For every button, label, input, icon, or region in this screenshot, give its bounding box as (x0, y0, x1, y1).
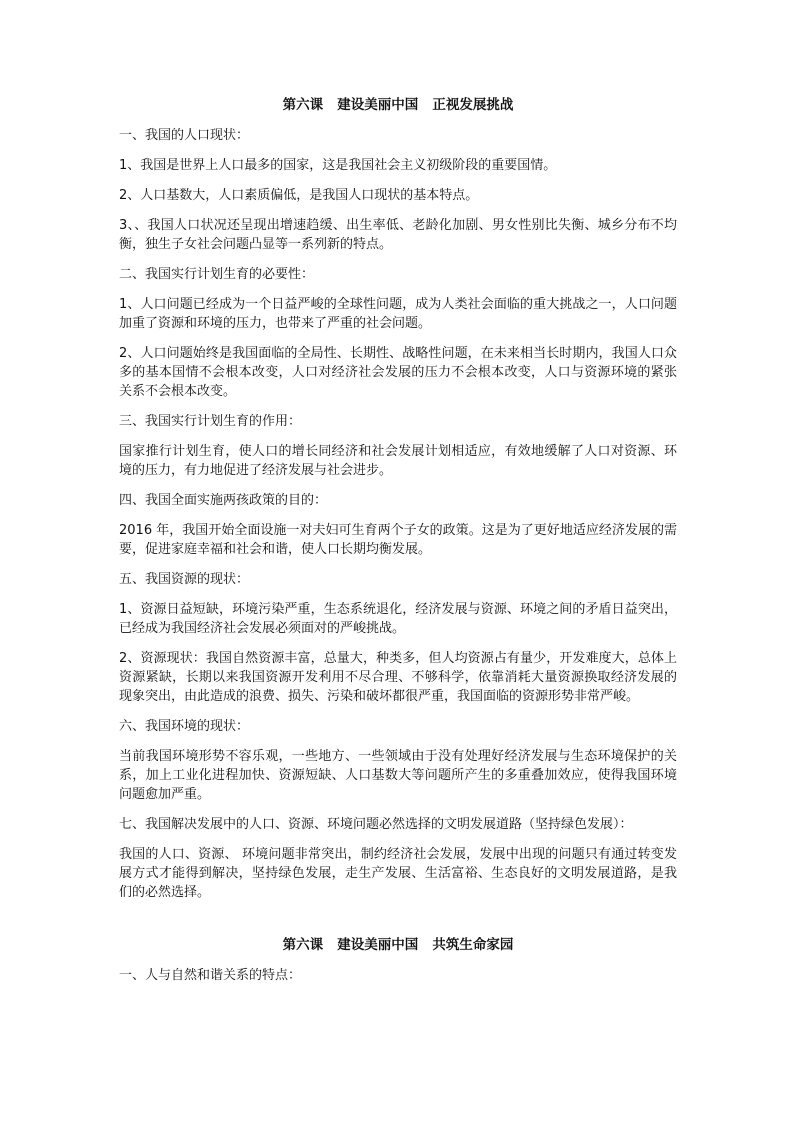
heading-population-status: 一、我国的人口现状： (119, 128, 250, 143)
heading-two-child-policy: 四、我国全面实施两孩政策的目的： (119, 493, 328, 508)
paragraph: 3、、我国人口状况还呈现出增速趋缓、出生率低、老龄化加剧、男女性别比失衡、城乡分布不均衡，独生子女社会问题凸显等一系列新的特点。 (119, 218, 677, 252)
paragraph: 1、我国是世界上人口最多的国家，这是我国社会主义初级阶段的重要国情。 (119, 158, 557, 173)
document-page (119, 96, 677, 996)
paragraph: 2、人口问题始终是我国面临的全局性、长期性、战略性问题，在未来相当长时期内，我国人口众多的基本国情不会根本改变，人口对经济社会发展的压力不会根本改变，人口与资源环境的紧张关系不会根本改变。 (119, 346, 677, 399)
heading-resource-status: 五、我国资源的现状： (119, 572, 250, 587)
paragraph: 我国的人口、资源、 环境问题非常突出，制约经济社会发展，发展中出现的问题只有通过转变发展方式才能得到解决，坚持绿色发展，走生产发展、生活富裕、生态良好的文明发展道路，是我们的必然选择。 (119, 847, 677, 900)
paragraph: 2016 年，我国开始全面设施一对夫妇可生育两个子女的政策。这是为了更好地适应经济发展的需要，促进家庭幸福和社会和谐，使人口长期均衡发展。 (119, 523, 677, 557)
paragraph: 国家推行计划生育，使人口的增长同经济和社会发展计划相适应，有效地缓解了人口对资源、环境的压力，有力地促进了经济发展与社会进步。 (119, 444, 677, 478)
heading-environment-status: 六、我国环境的现状： (119, 719, 250, 734)
paragraph: 1、资源日益短缺，环境污染严重，生态系统退化，经济发展与资源、环境之间的矛盾日益突出，已经成为我国经济社会发展必须面对的严峻挑战。 (119, 602, 677, 636)
heading-harmony-features: 一、人与自然和谐关系的特点： (119, 968, 302, 983)
paragraph: 当前我国环境形势不容乐观，一些地方、一些领域由于没有处理好经济发展与生态环境保护的关系，加上工业化进程加快、资源短缺、人口基数大等问题所产生的多重叠加效应，使得我国环境问题愈加严重。 (119, 749, 677, 802)
paragraph: 2、人口基数大，人口素质偏低，是我国人口现状的基本特点。 (119, 188, 479, 203)
paragraph: 1、人口问题已经成为一个日益严峻的全球性问题，成为人类社会面临的重大挑战之一，人口问题加重了资源和环境的压力，也带来了严重的社会问题。 (119, 297, 677, 331)
heading-family-planning-necessity: 二、我国实行计划生育的必要性： (119, 267, 315, 282)
heading-family-planning-role: 三、我国实行计划生育的作用： (119, 414, 302, 429)
section1-title: 第六课 建设美丽中国 正视发展挑战 (282, 97, 514, 113)
heading-green-development: 七、我国解决发展中的人口、资源、环境问题必然选择的文明发展道路（坚持绿色发展）： (119, 817, 633, 832)
paragraph: 2、资源现状：我国自然资源丰富，总量大，种类多，但人均资源占有量少，开发难度大，总体上资源紧缺，长期以来我国资源开发利用不尽合理、不够科学，依靠消耗大量资源换取经济发展的现象突出，由此造成的浪费、损失、污染和破坏都很严重，我国面临的资源形势非常严峻。 (119, 651, 677, 704)
section2-title: 第六课 建设美丽中国 共筑生命家园 (282, 937, 514, 953)
